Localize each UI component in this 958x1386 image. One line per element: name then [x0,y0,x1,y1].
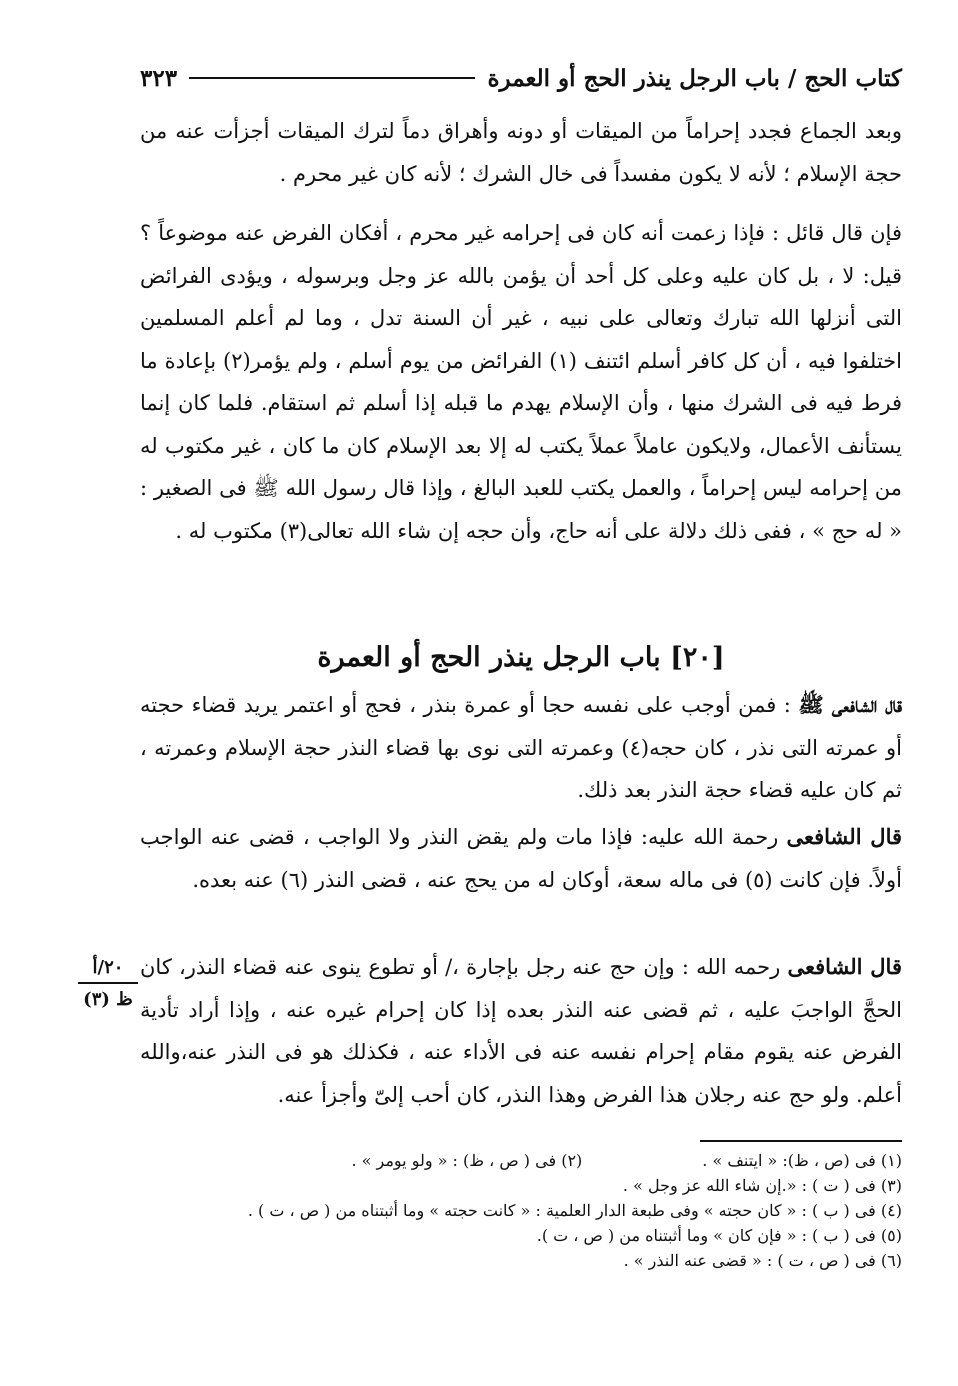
header-rule [189,77,475,79]
footnote-5: (٥) فى ( ب ) : « فإن كان » وما أثبتناه من ( ص ، ت ). [536,1226,902,1245]
footnote-2: (٢) فى ( ص ، ظ) : « ولو يومر » . [351,1151,583,1170]
section-heading: [٢٠] باب الرجل ينذر الحج أو العمرة [317,642,725,673]
margin-note [78,956,138,1012]
footnote-3: (٣) فى ( ت ) : «.إن شاء الله عز وجل » . [622,1176,902,1195]
paragraph-1-text: وبعد الجماع فجدد إحراماً من الميقات أو دونه وأهراق دماً لترك الميقات أجزأت عنه من حجة الإسلام ؛ لأنه لا يكون مفسداً فى خال الشرك ؛ لأنه كان غير محرم . [140,119,902,186]
paragraph-2 [140,212,902,552]
footnote-6: (٦) فى ( ص ، ت ) : « قضى عنه النذر » . [623,1251,902,1270]
paragraph-2-text: فإن قال قائل : فإذا زعمت أنه كان فى إحرامه غير محرم ، أفكان الفرض عنه موضوعاً ؟ قيل: لا ، بل كان عليه وعلى كل أحد أن يؤمن بالله عز وجل وبرسوله ، ويؤدى الفرائض التى أنزلها الله تبارك وتعالى على نبيه ، غير أن السنة تدل ، وما لم أعلم المسلمين اختلفوا فيه ، أن كل كافر أسلم ائتنف (١) الفرائض من يوم أسلم ، ولم يؤمر(٢) بإعادة ما فرط فيه فى الشرك منها ، وأن الإسلام يهدم ما قبله إذا أسلم ثم استقام. فلما كان إنما يستأنف الأعمال، ولايكون عاملاً عملاً يكتب له إلا بعد الإسلام كان ما كان ، غير مكتوب له من إحرامه ليس إحراماً ، والعمل يكتب للعبد البالغ ، وإذا قال رسول الله ﷺ فى الصغير : « له حج » ، ففى ذلك دلالة على أنه حاج، وأن حجه إن شاء الله تعالى(٣) مكتوب له . [140,221,902,543]
paragraph-3 [140,684,902,812]
paragraph-4 [140,816,902,901]
paragraph-5-lead: قال الشافعى [787,954,902,979]
footnote-1: (١) فى (ص ، ظ): « ايتنف » . [702,1151,902,1170]
margin-note-manuscript: ظ (٣) [83,989,133,1010]
running-header [140,58,902,98]
paragraph-4-text: رحمة الله عليه: فإذا مات ولم يقض النذر ولا الواجب ، قضى عنه الواجب أولاً. فإن كانت (٥) فى ماله سعة، أوكان له من يحج عنه ، قضى النذر (٦) عنه بعده. [140,825,902,892]
margin-note-folio: ٢٠/أ [78,956,138,984]
paragraph-3-lead: قال الشافعى ﷺ [798,692,902,717]
footnote-line-1-2 [140,1148,902,1173]
paragraph-3-text: : فمن أوجب على نفسه حجا أو عمرة بنذر ، فحج أو اعتمر يريد قضاء حجته أو عمرته التى نذر ، كان حجه(٤) وعمرته التى نوى بها قضاء النذر حجة الإسلام وعمرته ، ثم كان عليه قضاء حجة النذر بعد ذلك. [140,693,902,802]
footnotes [140,1148,902,1273]
paragraph-5-text: رحمه الله : وإن حج عنه رجل بإجارة ،/ أو تطوع ينوى عنه قضاء النذر، كان الحجَّ الواجبَ عليه ، ثم قضى عنه النذر بعده إذا كان إحرام غيره عنه ، وإذا أراد تأدية الفرض عنه يقوم مقام إحرام نفسه عنه فى الأداء عنه ، فكذلك هو فى النذر عنه،والله أعلم. ولو حج عنه رجلان هذا الفرض وهذا النذر، كان أحب إلىّ وأجزأ عنه. [140,955,902,1107]
header-title: كتاب الحج / باب الرجل ينذر الحج أو العمرة [487,64,902,92]
paragraph-1 [140,110,902,195]
page-number: ٣٢٣ [140,64,178,92]
paragraph-5 [140,946,902,1116]
footnote-4: (٤) فى ( ب ) : « كان حجته » وفى طبعة الدار العلمية : « كانت حجته » وما أثبتناه من ( ص ، ت ) . [247,1201,902,1220]
paragraph-4-lead: قال الشافعى [786,824,903,849]
footnote-divider [700,1140,902,1142]
